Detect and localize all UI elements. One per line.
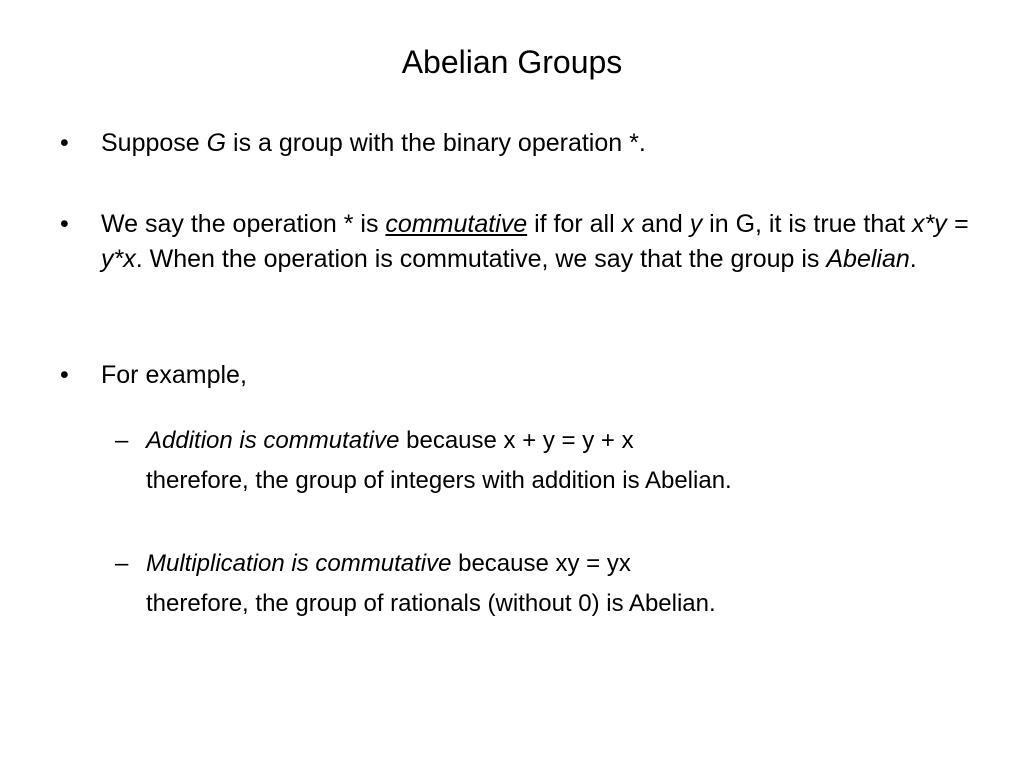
sub-bullet-1-text: Addition is commutative because x + y = y + x (146, 427, 634, 454)
sub-bullet-2-text: Multiplication is commutative because xy = yx (146, 550, 631, 577)
sub-bullet-1-continuation: therefore, the group of integers with addition is Abelian. (146, 467, 732, 494)
commutative-term: commutative (385, 210, 528, 238)
group-symbol: G (206, 129, 227, 157)
commutative-equation: x*y = y*x (101, 210, 969, 273)
bullet-marker: • (60, 129, 69, 157)
bullet-2-text: We say the operation * is commutative if for all x and y in G, it is true that x*y = y*x. When the operation is commutative, we say that the group is Abelian. (101, 210, 969, 273)
bullet-3-text: For example, (101, 361, 247, 389)
bullet-marker: • (60, 210, 69, 238)
sub-bullet-marker: – (115, 550, 129, 577)
sub-bullet-2-continuation: therefore, the group of rationals (without 0) is Abelian. (146, 590, 716, 617)
bullet-1-text: Suppose G is a group with the binary operation *. (101, 129, 646, 157)
bullet-marker: • (60, 361, 69, 389)
abelian-term: Abelian (826, 245, 910, 273)
slide-title: Abelian Groups (401, 44, 623, 80)
sub-bullet-marker: – (115, 427, 129, 454)
